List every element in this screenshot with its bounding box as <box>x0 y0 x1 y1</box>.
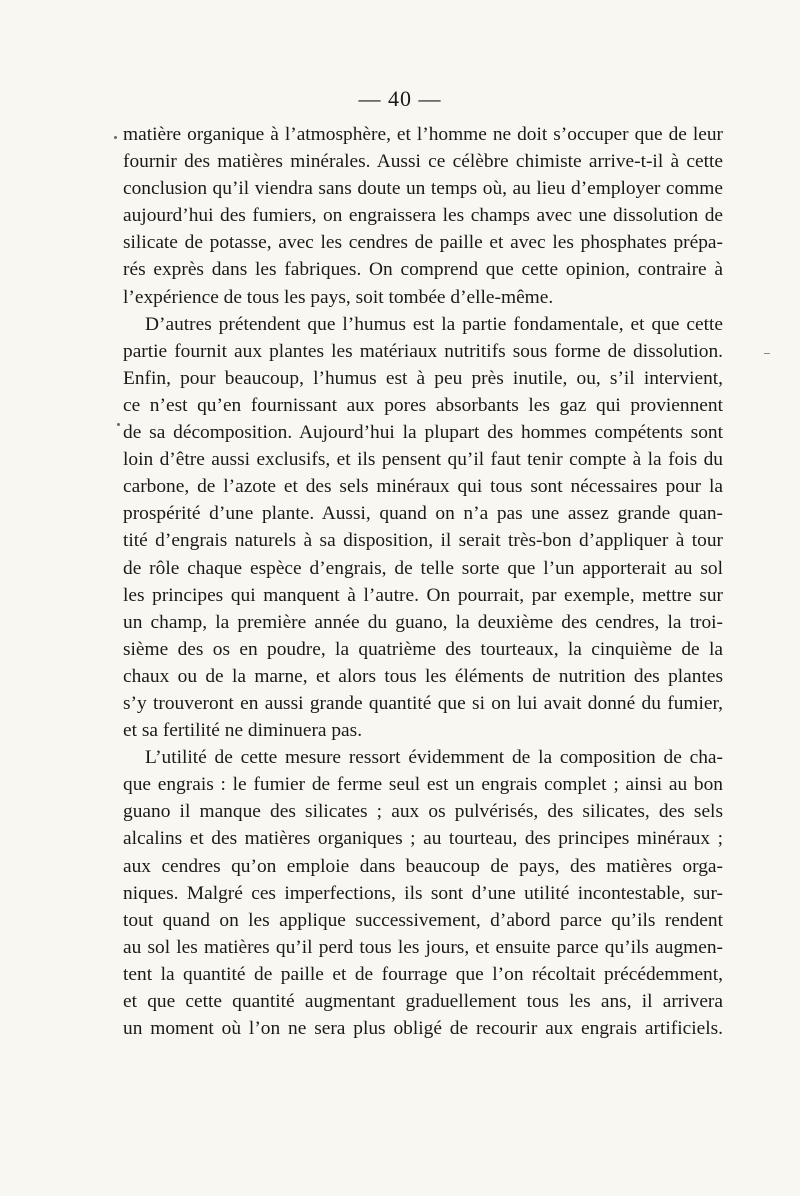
text-line: L’utilité de cette mesure ressort évidemment de la composition de cha- <box>145 747 723 769</box>
text-line: fournir des matières minérales. Aussi ce célèbre chimiste arrive-t-il à cette <box>123 151 723 173</box>
text-line: aux cendres qu’on emploie dans beaucoup de pays, des matières orga- <box>123 855 723 877</box>
text-line: niques. Malgré ces imperfections, ils sont d’une utilité incontestable, sur- <box>123 882 723 904</box>
text-line: rés exprès dans les fabriques. On comprend que cette opinion, contraire à <box>123 259 723 281</box>
margin-mark <box>764 353 770 354</box>
text-line: prospérité d’une plante. Aussi, quand on n’a pas une assez grande quan- <box>123 503 723 525</box>
text-line: loin d’être aussi exclusifs, et ils pensent qu’il faut tenir compte à la fois du <box>123 449 723 471</box>
text-line: silicate de potasse, avec les cendres de paille et avec les phosphates prépa- <box>123 232 723 254</box>
text-line: l’expérience de tous les pays, soit tombée d’elle-même. <box>123 286 554 308</box>
text-line: aujourd’hui des fumiers, on engraissera les champs avec une dissolution de <box>123 205 723 227</box>
text-line: D’autres prétendent que l’humus est la partie fondamentale, et que cette <box>145 313 723 335</box>
text-line: que engrais : le fumier de ferme seul est un engrais complet ; ainsi au bon <box>123 774 723 796</box>
text-line: guano il manque des silicates ; aux os pulvérisés, des silicates, des sels <box>123 801 723 823</box>
text-line: les principes qui manquent à l’autre. On pourrait, par exemple, mettre sur <box>123 584 723 606</box>
text-line: au sol les matières qu’il perd tous les jours, et ensuite parce qu’ils augmen- <box>123 936 723 958</box>
text-line: chaux ou de la marne, et alors tous les éléments de nutrition des plantes <box>123 665 723 687</box>
text-line: tout quand on les applique successivement, d’abord parce qu’ils rendent <box>123 909 723 931</box>
text-line: un champ, la première année du guano, la deuxième des cendres, la troi- <box>123 611 723 633</box>
text-line: s’y trouveront en aussi grande quantité que si on lui avait donné du fumier, <box>123 692 723 714</box>
text-line: et sa fertilité ne diminuera pas. <box>123 720 363 742</box>
text-line: matière organique à l’atmosphère, et l’homme ne doit s’occuper que de leur <box>123 124 723 145</box>
stray-ink-dot <box>114 136 117 139</box>
text-line: Enfin, pour beaucoup, l’humus est à peu près inutile, ou, s’il intervient, <box>123 367 723 389</box>
text-line: un moment où l’on ne sera plus obligé de recourir aux engrais artificiels. <box>123 1018 723 1040</box>
text-line: conclusion qu’il viendra sans doute un temps où, au lieu d’employer comme <box>123 178 723 200</box>
text-line: ce n’est qu’en fournissant aux pores absorbants les gaz qui proviennent <box>123 394 723 416</box>
body-text <box>123 121 723 1042</box>
text-line: carbone, de l’azote et des sels minéraux qui tous sont nécessaires pour la <box>123 476 723 498</box>
text-line: et que cette quantité augmentant graduellement tous les ans, il arrivera <box>123 991 723 1012</box>
text-line: sième des os en poudre, la quatrième des tourteaux, la cinquième de la <box>123 638 723 660</box>
text-line: tité d’engrais naturels à sa disposition, il serait très-bon d’appliquer à tour <box>123 530 723 552</box>
text-line: partie fournit aux plantes les matériaux nutritifs sous forme de dissolution. <box>123 340 723 362</box>
stray-ink-dot <box>117 423 120 426</box>
text-line: de sa décomposition. Aujourd’hui la plupart des hommes compétents sont <box>123 422 723 444</box>
text-line: tent la quantité de paille et de fourrage que l’on récoltait précédemment, <box>123 963 723 985</box>
text-line: de rôle chaque espèce d’engrais, de telle sorte que l’un apporterait au sol <box>123 557 723 579</box>
text-line: alcalins et des matières organiques ; au tourteau, des principes minéraux ; <box>123 828 723 850</box>
page-number: — 40 — <box>358 86 442 111</box>
